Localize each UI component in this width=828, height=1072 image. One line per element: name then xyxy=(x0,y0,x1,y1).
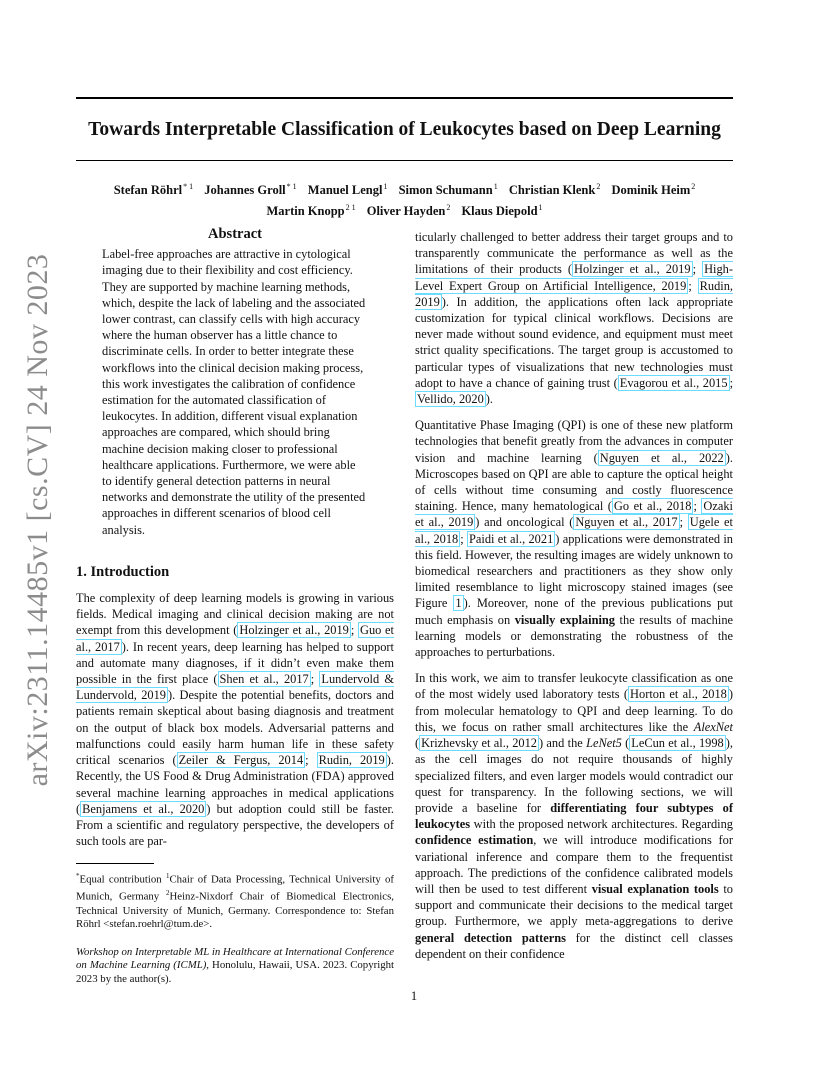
author: Oliver Hayden$^2$ xyxy=(366,203,451,219)
author: Christian Klenk$^2$ xyxy=(508,182,601,198)
body-paragraph: Quantitative Phase Imaging (QPI) is one of these new platform technologies that benefit greatly from the advances in computer vision and machine learning ( Nguyen et al., 2022 ). Microscopes based on QPI are able to capture the optical height of cells without time consuming and costly fluorescence staining. Hence, many hematological ( Go et al., 2018 ; Ozaki et al., 2019 ) and oncological ( Nguyen et al., 2017 ; Ugele et al., 2018 ; Paidi et al., 2021 ) applications were demonstrated in this field. However, the resulting images are widely unknown to biomedical researchers and practitioners as they show only limited resemblance to light microscopy stained images (see Figure 1 ). Moreover, none of the previous publications put much emphasis on visually explaining the results of machine learning models or demonstrating the robustness of the approaches to perturbations. xyxy=(415,418,734,660)
intro-paragraph: The complexity of deep learning models is growing in various fields. Medical imaging and clinical decision making are not exempt from this development ( Holzinger et al., 2019 ; Guo et al., 2017 ). In recent years, deep learning has helped to support and automate many diagnoses, if it didn’t even make them possible in the first place ( Shen et al., 2017 ; Lundervold & Lundervold, 2019 ). Despite the potential benefits, doctors and patients remain skeptical about basing diagnosis and treatment on the output of black box models. Adversarial patterns and malfunctions could easily harm human life in these safety critical scenarios ( Zeiler & Fergus, 2014 ; Rudin, 2019 ). Recently, the US Food & Drug Administration (FDA) approved several machine learning approaches in medical applications ( Benjamens et al., 2020 ) but adoption could still be faster. From a scientific and regulatory perspective, the developers of such tools are par- xyxy=(76,591,395,849)
abstract-heading: Abstract xyxy=(208,226,262,242)
author: Manuel Lengl$^1$ xyxy=(307,182,388,198)
author: Klaus Diepold$^1$ xyxy=(461,203,543,219)
citation-link[interactable]: Lundervold & Lundervold, 2019 xyxy=(76,672,395,703)
author-line-2 xyxy=(76,199,733,220)
page-number: 1 xyxy=(410,989,418,1003)
citation-link[interactable]: Horton et al., 2018 xyxy=(630,687,727,702)
author: Dominik Heim$^2$ xyxy=(611,182,696,198)
figure-link[interactable]: 1 xyxy=(455,596,462,611)
citation-link[interactable]: High-Level Expert Group on Artificial Intelligence, 2019 xyxy=(415,262,733,293)
title-rule-top xyxy=(76,97,733,99)
abstract-text: Label-free approaches are attractive in cytological imaging due to their flexibility and cost efficiency. They are supported by machine learning methods, which, despite the lack of labeling and the associated lower contrast, can classify cells with high accuracy where the human observer has a little chance to discriminate cells. In order to better integrate these workflows into the clinical decision making process, this work investigates the calibration of confidence estimation for the automated classification of leukocytes. In addition, different visual explanation approaches are compared, which should bring machine decision making closer to professional healthcare applications. Furthermore, we were able to identify general detection patterns in neural networks and demonstrate the utility of the presented approaches in different scenarios of blood cell analysis. xyxy=(102,247,366,537)
author-list xyxy=(76,178,733,220)
citation-link[interactable]: Benjamens et al., 2020 xyxy=(82,801,205,816)
citation-link[interactable]: LeCun et al., 1998 xyxy=(631,736,724,751)
arxiv-stamp-text: arXiv:2311.14485v1 [cs.CV] 24 Nov 2023 xyxy=(21,253,54,787)
author: Martin Knopp$^{2 1}$ xyxy=(266,203,356,219)
footnotes xyxy=(76,870,394,986)
author: Johannes Groll$^{* 1}$ xyxy=(204,182,297,198)
citation-link[interactable]: Guo et al., 2017 xyxy=(76,623,394,654)
footnote-divider xyxy=(76,863,154,864)
citation-link[interactable]: Paidi et al., 2021 xyxy=(469,531,554,546)
citation-link[interactable]: Go et al., 2018 xyxy=(613,499,692,514)
right-column xyxy=(415,229,733,962)
citation-link[interactable]: Ozaki et al., 2019 xyxy=(415,499,733,530)
citation-link[interactable]: Holzinger et al., 2019 xyxy=(574,262,691,277)
arxiv-stamp xyxy=(18,253,58,787)
citation-link[interactable]: Rudin, 2019 xyxy=(415,278,733,309)
citation-link[interactable]: Vellido, 2020 xyxy=(417,392,484,407)
citation-link[interactable]: Ugele et al., 2018 xyxy=(415,515,733,546)
citation-link[interactable]: Nguyen et al., 2017 xyxy=(575,515,678,530)
title-rule-bottom xyxy=(76,160,733,161)
citation-link[interactable]: Rudin, 2019 xyxy=(318,753,385,768)
body-paragraph: In this work, we aim to transfer leukocyte classification as one of the most widely used laboratory tests ( Horton et al., 2018 ) from molecular hematology to QPI and deep learning. To do this, we focus on rather small architectures like the AlexNet ( Krizhevsky et al., 2012 ) and the LeNet5 ( LeCun et al., 1998 ), as the cell images do not require thousands of highly specialized filters, and even larger models would contradict our quest for transparency. In the following sections, we will provide a baseline for differentiating four subtypes of leukocytes with the proposed network architectures. Regarding confidence estimation, we will introduce modifications for variational inference and compare them to the frequentist approach. The predictions of the confidence calibrated models will then be used to test different visual explanation tools to support and communicate their decisions to the medical target group. Furthermore, we apply meta-aggregations to derive general detection patterns for the distinct cell classes dependent on their confidence xyxy=(415,671,733,961)
citation-link[interactable]: Nguyen et al., 2022 xyxy=(599,450,724,465)
citation-link[interactable]: Holzinger et al., 2019 xyxy=(239,623,349,638)
author-line-1 xyxy=(76,178,733,199)
venue-footnote: Workshop on Interpretable ML in Healthcare at International Conference on Machine Learning (ICML), Honolulu, Hawaii, USA. 2023. Copyright 2023 by the author(s). xyxy=(76,945,394,985)
citation-link[interactable]: Zeiler & Fergus, 2014 xyxy=(178,753,304,768)
author: Stefan Röhrl$^{* 1}$ xyxy=(113,182,194,198)
paper-title: Towards Interpretable Classification of Leukocytes based on Deep Learning xyxy=(88,119,721,140)
section-heading-introduction: 1. Introduction xyxy=(76,563,170,580)
author: Simon Schumann$^1$ xyxy=(398,182,498,198)
citation-link[interactable]: Krizhevsky et al., 2012 xyxy=(421,736,538,751)
left-column xyxy=(76,226,394,986)
body-paragraph: ticularly challenged to better address their target groups and to transparently communicate the performance as well as the limitations of their products ( Holzinger et al., 2019 ; High-Level Expert Group on Artificial Intelligence, 2019 ; Rudin, 2019 ). In addition, the applications often lack appropriate customization for typical clinical workflows. Decisions are never made without sound evidence, and equipment must meet strict quality specifications. The target group is accustomed to particular types of visualizations that new technologies must adopt to have a chance of gaining trust ( Evagorou et al., 2015 ; Vellido, 2020 ). xyxy=(415,230,734,407)
affiliation-footnote: *Equal contribution $^1$Chair of Data Processing, Technical University of Munich, Germany $^2$Heinz-Nixdorf Chair of Biomedical Electronics, Technical University of Munich, Germany. Correspondence to: Stefan Röhrl <stefan.roehrl@tum.de>. xyxy=(76,872,395,930)
citation-link[interactable]: Shen et al., 2017 xyxy=(219,672,309,687)
citation-link[interactable]: Evagorou et al., 2015 xyxy=(619,375,728,390)
